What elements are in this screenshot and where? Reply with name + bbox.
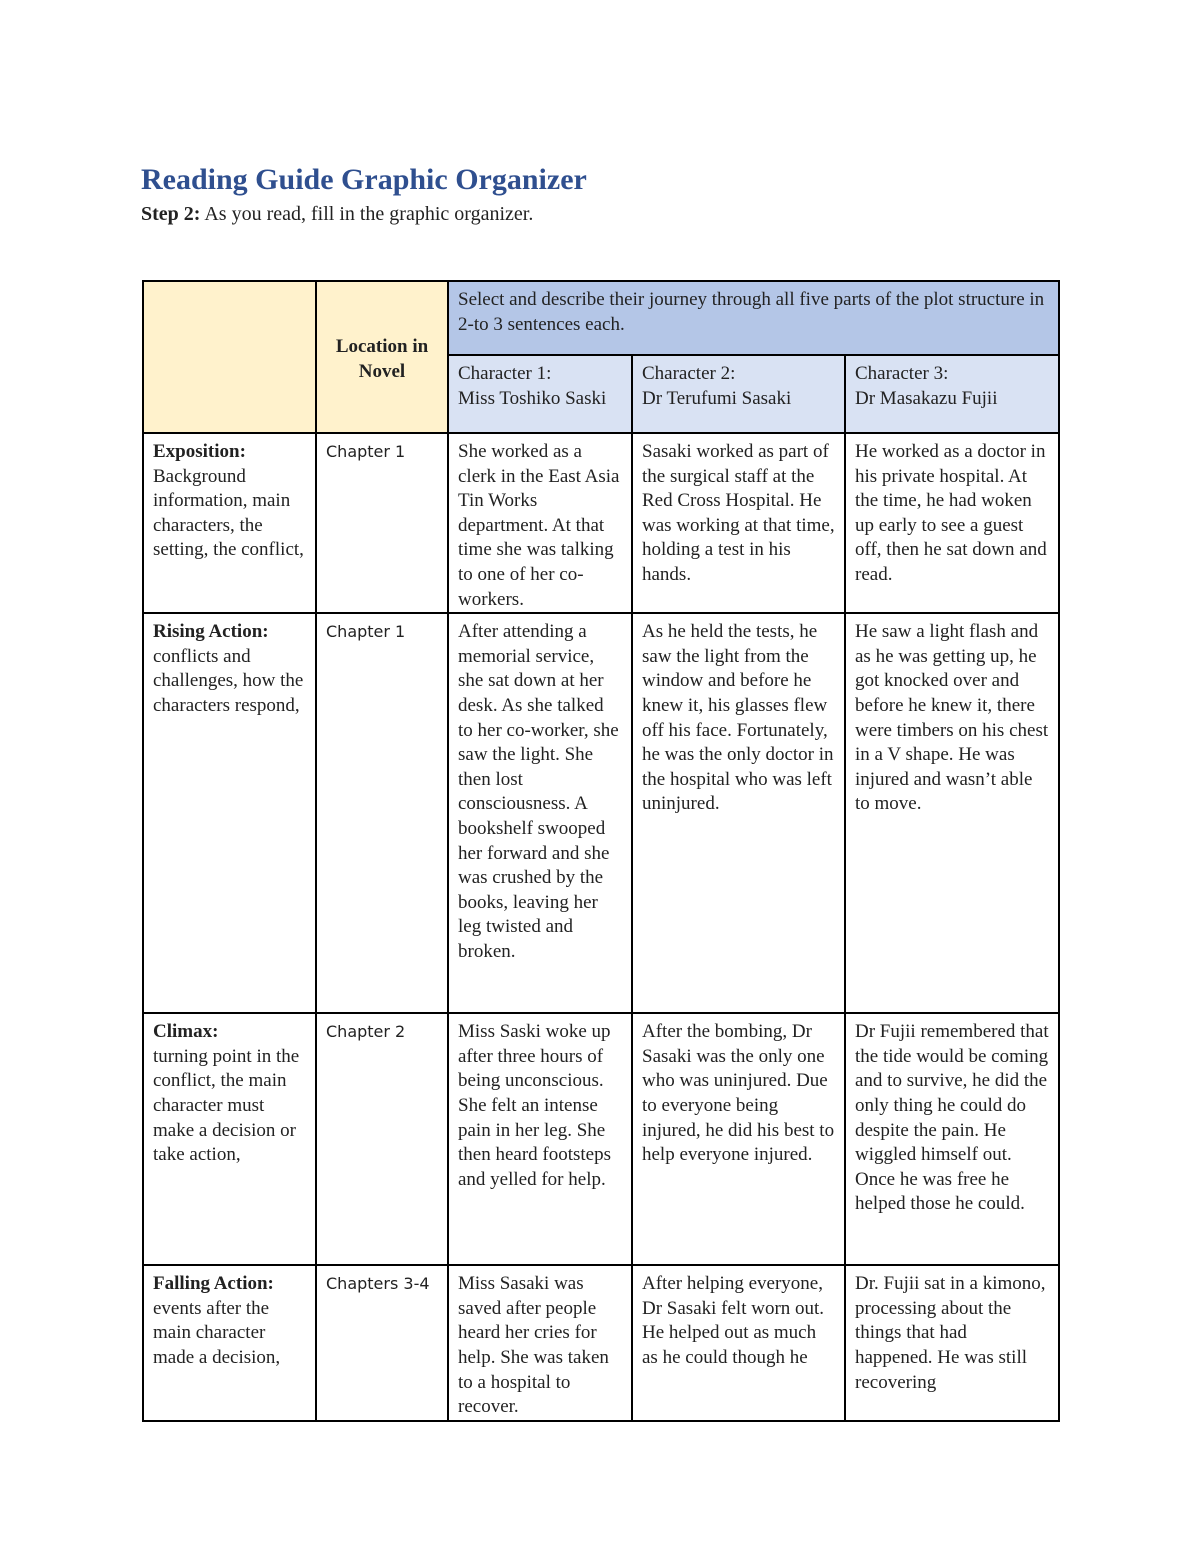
- location-cell: Chapter 1: [316, 433, 448, 613]
- character-2-label: Character 2:: [642, 363, 736, 384]
- stage-cell: [143, 1013, 316, 1265]
- stage-cell: [143, 433, 316, 613]
- character-2-cell: Sasaki worked as part of the surgical staff at the Red Cross Hospital. He was working at that time, holding a test in his hands.: [632, 433, 845, 613]
- stage-description: events after the main character made a decision,: [153, 1297, 281, 1368]
- character-3-cell: He saw a light flash and as he was getting up, he got knocked over and before he knew it, there were timbers on his chest in a V shape. He was injured and wasn’t able to move.: [845, 613, 1059, 1013]
- stage-name: Falling Action:: [153, 1273, 274, 1295]
- character-1-cell: Miss Sasaki was saved after people heard her cries for help. She was taken to a hospital to recover.: [448, 1265, 632, 1421]
- character-3-cell: He worked as a doctor in his private hospital. At the time, he had woken up early to see a guest off, then he sat down and read.: [845, 433, 1059, 613]
- stage-description: conflicts and challenges, how the characters respond,: [153, 645, 304, 716]
- character-2-cell: After helping everyone, Dr Sasaki felt worn out. He helped out as much as he could though he: [632, 1265, 845, 1421]
- character-3-cell: Dr. Fujii sat in a kimono, processing about the things that had happened. He was still recovering: [845, 1265, 1059, 1421]
- location-header: Location in Novel: [316, 281, 448, 433]
- stage-cell: [143, 613, 316, 1013]
- table-row-climax: [143, 1013, 1059, 1265]
- step-text: As you read, fill in the graphic organizer.: [200, 203, 534, 225]
- location-cell: Chapter 2: [316, 1013, 448, 1265]
- character-1-label: Character 1:: [458, 363, 552, 384]
- table-row-falling-action: [143, 1265, 1059, 1421]
- character-2-cell: As he held the tests, he saw the light from the window and before he knew it, his glasses flew off his face. Fortunately, he was the only doctor in the hospital who was left uninjured.: [632, 613, 845, 1013]
- step-instruction: [141, 201, 533, 227]
- graphic-organizer-table: [142, 280, 1060, 1422]
- character-3-cell: Dr Fujii remembered that the tide would be coming and to survive, he did the only thing he could do despite the pain. He wiggled himself out. Once he was free he helped those he could.: [845, 1013, 1059, 1265]
- instructions-header: Select and describe their journey through all five parts of the plot structure in 2-to 3 sentences each.: [448, 281, 1059, 355]
- character-3-name: Dr Masakazu Fujii: [855, 387, 998, 409]
- character-1-cell: After attending a memorial service, she sat down at her desk. As she talked to her co-worker, she saw the light. She then lost consciousness. A bookshelf swooped her forward and she was crushed by the books, leaving her leg twisted and broken.: [448, 613, 632, 1013]
- step-label: Step 2:: [141, 203, 201, 225]
- stage-name: Exposition:: [153, 441, 246, 462]
- character-2-cell: After the bombing, Dr Sasaki was the only one who was uninjured. Due to everyone being injured, he did his best to help everyone injured.: [632, 1013, 845, 1265]
- location-cell: Chapters 3-4: [316, 1265, 448, 1421]
- character-1-name: Miss Toshiko Saski: [458, 387, 607, 409]
- character-1-header: [448, 355, 632, 433]
- character-3-header: [845, 355, 1059, 433]
- corner-cell: [143, 281, 316, 433]
- character-3-label: Character 3:: [855, 363, 949, 384]
- stage-description: turning point in the conflict, the main character must make a decision or take action,: [153, 1045, 300, 1166]
- stage-description: Background information, main characters, the setting, the conflict,: [153, 465, 304, 561]
- character-2-name: Dr Terufumi Sasaki: [642, 387, 792, 409]
- character-2-header: [632, 355, 845, 433]
- document-title: Reading Guide Graphic Organizer: [141, 163, 587, 196]
- character-1-cell: Miss Saski woke up after three hours of being unconscious. She felt an intense pain in her leg. She then heard footsteps and yelled for help.: [448, 1013, 632, 1265]
- table-row-exposition: [143, 433, 1059, 613]
- stage-name: Rising Action:: [153, 621, 269, 643]
- stage-name: Climax:: [153, 1021, 219, 1043]
- stage-cell: [143, 1265, 316, 1421]
- table-row-rising-action: [143, 613, 1059, 1013]
- character-1-cell: She worked as a clerk in the East Asia Tin Works department. At that time she was talking to one of her co-workers.: [448, 433, 632, 613]
- location-cell: Chapter 1: [316, 613, 448, 1013]
